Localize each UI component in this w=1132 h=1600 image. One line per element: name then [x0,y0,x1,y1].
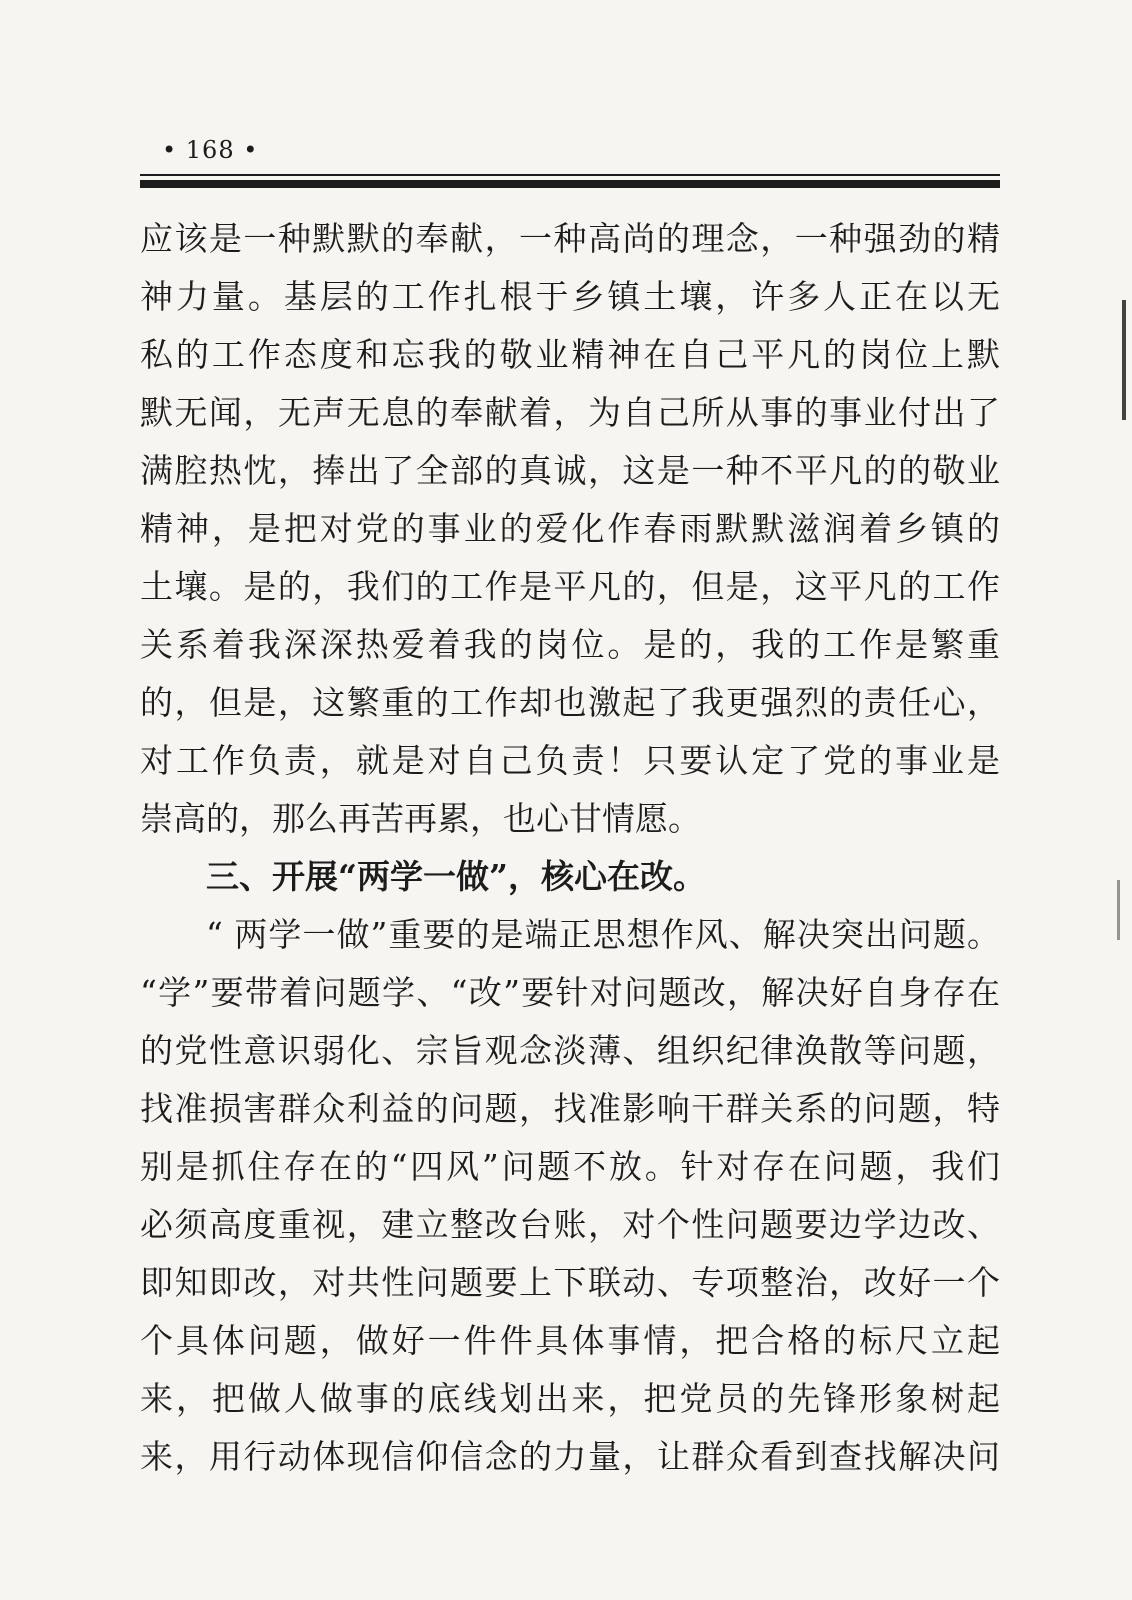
page-number: • 168 • [162,136,259,164]
text-line: 必须高度重视，建立整改台账，对个性问题要边学边改、 [140,1205,1000,1244]
text-line: 别是抓住存在的“四风”问题不放。针对存在问题，我们 [140,1147,1000,1186]
text-line: 精神，是把对党的事业的爱化作春雨默默滋润着乡镇的 [140,509,1000,548]
text-line: 默无闻，无声无息的奉献着，为自己所从事的事业付出了 [140,393,1000,432]
text-line: “ 两学一做”重要的是端正思想作风、解决突出问题。 [206,915,1000,954]
text-line: 神力量。基层的工作扎根于乡镇土壤，许多人正在以无 [140,277,1000,316]
text-line: 的党性意识弱化、宗旨观念淡薄、组织纪律涣散等问题， [140,1031,1000,1070]
text-line: 私的工作态度和忘我的敬业精神在自己平凡的岗位上默 [140,335,1000,374]
text-line: 对工作负责，就是对自己负责！只要认定了党的事业是 [140,741,1000,780]
header-rule-thick [140,180,1000,188]
text-line: 满腔热忱，捧出了全部的真诚，这是一种不平凡的的敬业 [140,451,1000,490]
page-header [140,136,1000,170]
scan-edge-mark [1117,880,1120,940]
text-line: 找准损害群众利益的问题，找准影响干群关系的问题，特 [140,1089,1000,1128]
section-heading: 三、开展“两学一做”，核心在改。 [206,857,706,896]
text-line: 即知即改，对共性问题要上下联动、专项整治，改好一个 [140,1263,1000,1302]
text-line: 来，把做人做事的底线划出来，把党员的先锋形象树起 [140,1379,1000,1418]
text-line: 来，用行动体现信仰信念的力量，让群众看到查找解决问 [140,1437,1000,1476]
text-line: 土壤。是的，我们的工作是平凡的，但是，这平凡的工作 [140,567,1000,606]
text-line: 应该是一种默默的奉献，一种高尚的理念，一种强劲的精 [140,219,1000,258]
body-text [140,210,1000,1486]
text-line: 的，但是，这繁重的工作却也激起了我更强烈的责任心， [140,683,1000,722]
text-line: “学”要带着问题学、“改”要针对问题改，解决好自身存在 [140,973,1000,1012]
text-line: 崇高的，那么再苦再累，也心甘情愿。 [140,799,701,838]
header-rule-thin [140,174,1000,176]
scan-edge-mark [1122,300,1126,420]
text-line: 个具体问题，做好一件件具体事情，把合格的标尺立起 [140,1321,1000,1360]
text-line: 关系着我深深热爱着我的岗位。是的，我的工作是繁重 [140,625,1000,664]
